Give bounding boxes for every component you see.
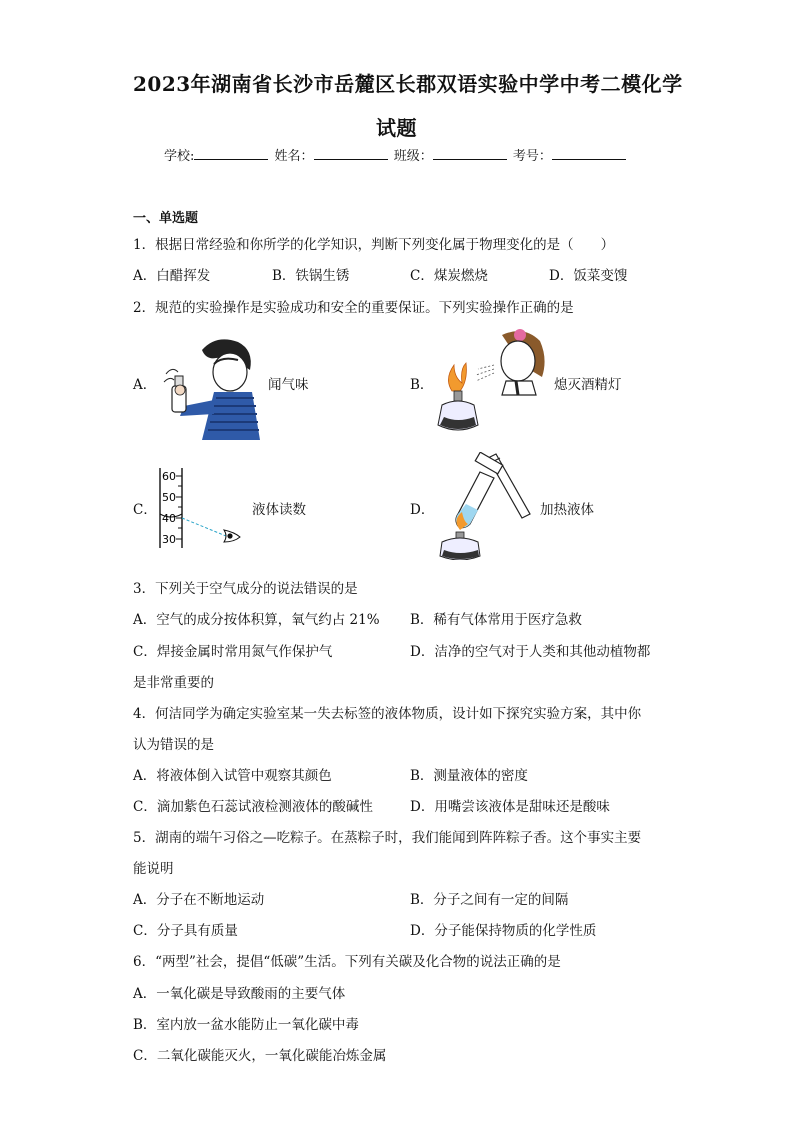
q2-option-b-letter: B． bbox=[410, 377, 434, 393]
school-label: 学校: bbox=[164, 149, 195, 164]
class-blank bbox=[433, 147, 507, 160]
q2-option-b-label: 熄灭酒精灯 bbox=[554, 377, 622, 393]
q1-option-a: A．白醋挥发 bbox=[133, 268, 211, 284]
q5-option-a: A．分子在不断地运动 bbox=[133, 892, 265, 908]
q6-stem: 6．“两型”社会，提倡“低碳”生活。下列有关碳及化合物的说法正确的是 bbox=[133, 954, 561, 970]
name-blank bbox=[314, 147, 388, 160]
q1-option-c: C．煤炭燃烧 bbox=[410, 268, 488, 284]
id-label: 考号： bbox=[512, 149, 552, 164]
q3-option-d-continued: 是非常重要的 bbox=[133, 675, 214, 691]
q5-option-c: C．分子具有质量 bbox=[133, 923, 238, 939]
q2-option-d-letter: D． bbox=[410, 502, 435, 518]
q6-option-a: A．一氧化碳是导致酸雨的主要气体 bbox=[133, 986, 346, 1002]
q3-option-c: C．焊接金属时常用氮气作保护气 bbox=[133, 644, 333, 660]
q2-option-a-label: 闻气味 bbox=[268, 377, 309, 393]
q1-option-d: D．饭菜变馊 bbox=[549, 268, 628, 284]
id-blank bbox=[552, 147, 626, 160]
cylinder-tick-30: 30 bbox=[162, 533, 176, 546]
smell-gas-illustration bbox=[156, 330, 262, 440]
q3-stem: 3．下列关于空气成分的说法错误的是 bbox=[133, 581, 358, 597]
class-label: 班级： bbox=[393, 149, 433, 164]
q4-option-b: B．测量液体的密度 bbox=[410, 768, 528, 784]
heat-liquid-illustration bbox=[432, 452, 536, 560]
student-info-line bbox=[164, 145, 628, 164]
cylinder-reading-illustration bbox=[156, 466, 246, 550]
q1-option-b: B．铁锅生锈 bbox=[272, 268, 350, 284]
blow-out-lamp-illustration bbox=[432, 325, 552, 440]
q4-option-d: D．用嘴尝该液体是甜味还是酸味 bbox=[410, 799, 610, 815]
q5-stem-line2: 能说明 bbox=[133, 861, 174, 877]
q4-stem-line2: 认为错误的是 bbox=[133, 737, 214, 753]
q2-option-d-label: 加热液体 bbox=[540, 502, 594, 518]
cylinder-tick-60: 60 bbox=[162, 470, 176, 483]
q2-option-c-label: 液体读数 bbox=[252, 502, 306, 518]
q2-stem: 2．规范的实验操作是实验成功和安全的重要保证。下列实验操作正确的是 bbox=[133, 300, 574, 316]
cylinder-tick-50: 50 bbox=[162, 491, 176, 504]
q5-stem-line1: 5．湖南的端午习俗之—吃粽子。在蒸粽子时，我们能闻到阵阵粽子香。这个事实主要 bbox=[133, 830, 642, 846]
q3-option-d: D．洁净的空气对于人类和其他动植物都 bbox=[410, 644, 651, 660]
q4-option-c: C．滴加紫色石蕊试液检测液体的酸碱性 bbox=[133, 799, 373, 815]
q5-option-d: D．分子能保持物质的化学性质 bbox=[410, 923, 597, 939]
q5-option-b: B．分子之间有一定的间隔 bbox=[410, 892, 569, 908]
q6-option-b: B．室内放一盆水能防止一氧化碳中毒 bbox=[133, 1017, 359, 1033]
exam-title-line1: 2023年湖南省长沙市岳麓区长郡双语实验中学中考二模化学 bbox=[133, 72, 683, 96]
exam-title-line2: 试题 bbox=[376, 116, 417, 140]
section-heading: 一、单选题 bbox=[133, 211, 199, 226]
q2-option-c-letter: C． bbox=[133, 502, 157, 518]
cylinder-tick-40: 40 bbox=[162, 512, 176, 525]
q4-stem-line1: 4．何洁同学为确定实验室某一失去标签的液体物质，设计如下探究实验方案，其中你 bbox=[133, 706, 642, 722]
q2-option-a-letter: A． bbox=[133, 377, 157, 393]
q1-stem: 1．根据日常经验和你所学的化学知识，判断下列变化属于物理变化的是（ ） bbox=[133, 237, 615, 253]
q3-option-b: B．稀有气体常用于医疗急救 bbox=[410, 612, 582, 628]
q3-option-a: A．空气的成分按体积算，氧气约占 21% bbox=[133, 612, 380, 628]
school-blank bbox=[194, 147, 268, 160]
q4-option-a: A．将液体倒入试管中观察其颜色 bbox=[133, 768, 332, 784]
name-label: 姓名： bbox=[274, 149, 314, 164]
q6-option-c: C．二氧化碳能灭火，一氧化碳能冶炼金属 bbox=[133, 1048, 387, 1064]
